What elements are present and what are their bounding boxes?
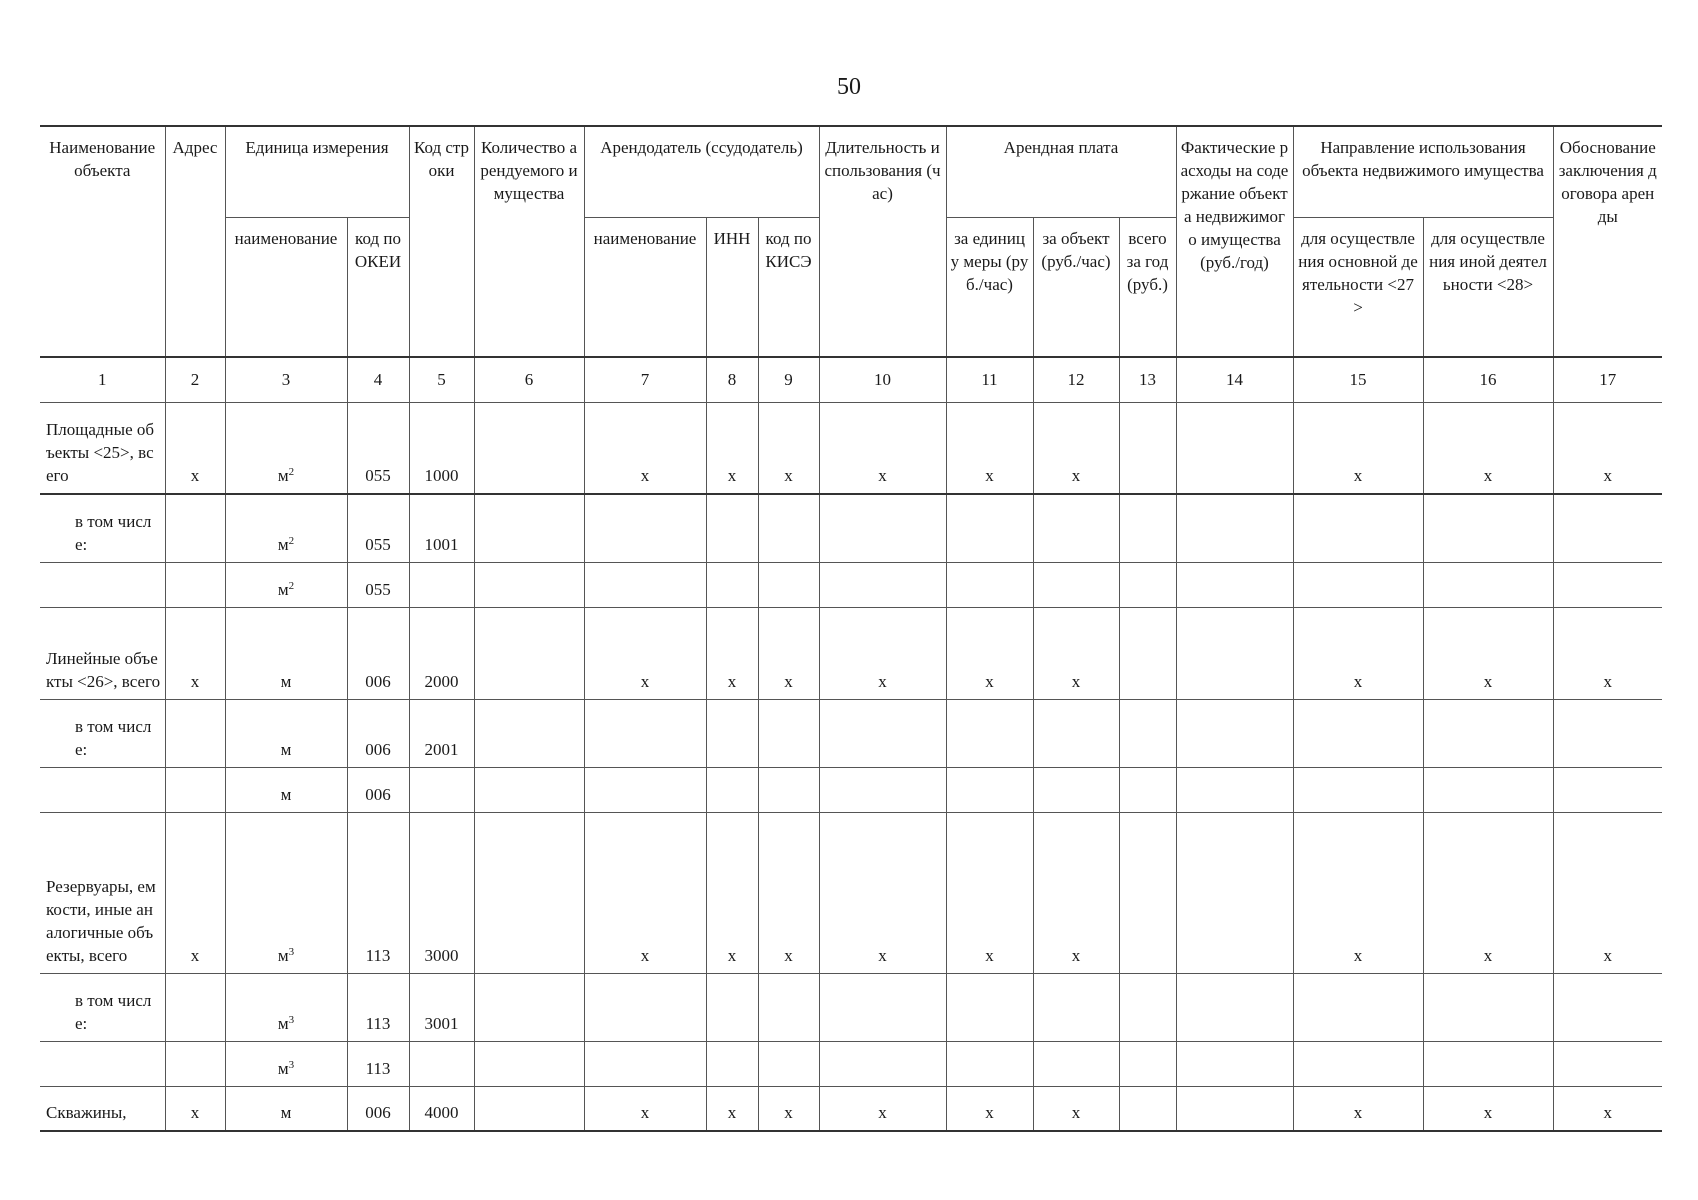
cell-direction-other	[1423, 767, 1553, 812]
cell-duration	[819, 562, 946, 607]
header-actual-costs: Фактические расходы на содержание объекта недвижимого имущества (руб./год)	[1176, 126, 1293, 357]
cell-direction-main	[1293, 494, 1423, 562]
cell-rent-object	[1033, 562, 1119, 607]
cell-duration	[819, 767, 946, 812]
cell-unit: $м^3$	[225, 1041, 347, 1086]
cell-rent-object: x	[1033, 812, 1119, 973]
cell-justification: x	[1553, 1086, 1662, 1131]
cell-rent-object	[1033, 699, 1119, 767]
cell-direction-other	[1423, 494, 1553, 562]
cell-address	[165, 494, 225, 562]
cell-address	[165, 562, 225, 607]
cell-name: Скважины,	[40, 1086, 165, 1131]
cell-rent-year	[1119, 562, 1176, 607]
header-row-1	[40, 126, 1662, 217]
table-row	[40, 1041, 1662, 1086]
cell-code: 2001	[409, 699, 474, 767]
cell-rent-unit: x	[946, 1086, 1033, 1131]
cell-rent-year	[1119, 494, 1176, 562]
cell-quantity	[474, 562, 584, 607]
cell-code	[409, 1041, 474, 1086]
cell-kise	[758, 562, 819, 607]
cell-unit: м	[225, 699, 347, 767]
cell-actual-costs	[1176, 812, 1293, 973]
header-name: Наименование объекта	[40, 126, 165, 357]
cell-actual-costs	[1176, 562, 1293, 607]
cell-lessor-name: x	[584, 402, 706, 494]
cell-justification	[1553, 767, 1662, 812]
column-numbers-row	[40, 357, 1662, 402]
cell-rent-unit: x	[946, 607, 1033, 699]
cell-duration: x	[819, 607, 946, 699]
column-number: 6	[474, 357, 584, 402]
table-row	[40, 812, 1662, 973]
cell-code	[409, 562, 474, 607]
cell-lessor-name: x	[584, 1086, 706, 1131]
cell-inn: x	[706, 812, 758, 973]
header-lessor-group: Арендодатель (ссудодатель)	[584, 126, 819, 217]
cell-inn: x	[706, 402, 758, 494]
header-rent-unit: за единицу меры (руб./час)	[946, 217, 1033, 357]
cell-address: x	[165, 402, 225, 494]
cell-duration: x	[819, 812, 946, 973]
cell-quantity	[474, 812, 584, 973]
table-row	[40, 1086, 1662, 1131]
cell-direction-main	[1293, 562, 1423, 607]
cell-lessor-name	[584, 1041, 706, 1086]
header-row-code: Код строки	[409, 126, 474, 357]
cell-actual-costs	[1176, 607, 1293, 699]
cell-quantity	[474, 402, 584, 494]
cell-direction-main: x	[1293, 1086, 1423, 1131]
cell-duration	[819, 973, 946, 1041]
cell-inn: x	[706, 607, 758, 699]
cell-direction-main	[1293, 973, 1423, 1041]
cell-unit: $м^3$	[225, 973, 347, 1041]
cell-direction-other: x	[1423, 607, 1553, 699]
column-number: 2	[165, 357, 225, 402]
cell-inn	[706, 973, 758, 1041]
header-direction-main: для осуществления основной деятельности <27>	[1293, 217, 1423, 357]
cell-inn	[706, 767, 758, 812]
column-number: 12	[1033, 357, 1119, 402]
cell-justification: x	[1553, 607, 1662, 699]
cell-lessor-name	[584, 494, 706, 562]
cell-direction-other	[1423, 973, 1553, 1041]
header-quantity: Количество арендуемого имущества	[474, 126, 584, 357]
column-number: 8	[706, 357, 758, 402]
cell-actual-costs	[1176, 699, 1293, 767]
cell-okei: 006	[347, 767, 409, 812]
header-kise: код по КИСЭ	[758, 217, 819, 357]
column-number: 13	[1119, 357, 1176, 402]
cell-direction-main: x	[1293, 607, 1423, 699]
cell-okei: 055	[347, 494, 409, 562]
table-row	[40, 767, 1662, 812]
column-number: 17	[1553, 357, 1662, 402]
header-direction-group: Направление использования объекта недвижимого имущества	[1293, 126, 1553, 217]
cell-rent-object	[1033, 1041, 1119, 1086]
cell-code: 4000	[409, 1086, 474, 1131]
cell-address: x	[165, 1086, 225, 1131]
cell-justification: x	[1553, 812, 1662, 973]
page-number: 50	[837, 74, 861, 100]
cell-actual-costs	[1176, 402, 1293, 494]
cell-lessor-name	[584, 973, 706, 1041]
cell-code: 1001	[409, 494, 474, 562]
cell-rent-year	[1119, 607, 1176, 699]
cell-rent-unit	[946, 1041, 1033, 1086]
cell-actual-costs	[1176, 1041, 1293, 1086]
cell-duration	[819, 1041, 946, 1086]
cell-name	[40, 562, 165, 607]
cell-kise	[758, 973, 819, 1041]
cell-address	[165, 767, 225, 812]
cell-name: в том числе:	[40, 494, 165, 562]
cell-duration: x	[819, 1086, 946, 1131]
cell-code: 3001	[409, 973, 474, 1041]
header-rent-object: за объект (руб./час)	[1033, 217, 1119, 357]
cell-lessor-name	[584, 699, 706, 767]
cell-rent-unit: x	[946, 402, 1033, 494]
cell-rent-object: x	[1033, 402, 1119, 494]
cell-rent-unit	[946, 973, 1033, 1041]
cell-lessor-name	[584, 562, 706, 607]
cell-direction-main	[1293, 699, 1423, 767]
cell-actual-costs	[1176, 1086, 1293, 1131]
cell-direction-other	[1423, 1041, 1553, 1086]
cell-unit: $м^2$	[225, 562, 347, 607]
cell-kise: x	[758, 402, 819, 494]
header-inn: ИНН	[706, 217, 758, 357]
cell-unit: м	[225, 1086, 347, 1131]
cell-okei: 113	[347, 812, 409, 973]
table-row	[40, 494, 1662, 562]
cell-quantity	[474, 1041, 584, 1086]
cell-unit: $м^2$	[225, 494, 347, 562]
cell-inn	[706, 699, 758, 767]
cell-inn	[706, 562, 758, 607]
cell-rent-unit	[946, 562, 1033, 607]
table-row	[40, 402, 1662, 494]
cell-okei: 055	[347, 562, 409, 607]
cell-address	[165, 973, 225, 1041]
cell-unit: $м^3$	[225, 812, 347, 973]
cell-kise	[758, 767, 819, 812]
header-unit-name: наименование	[225, 217, 347, 357]
cell-lessor-name	[584, 767, 706, 812]
column-number: 14	[1176, 357, 1293, 402]
cell-rent-year	[1119, 973, 1176, 1041]
column-number: 11	[946, 357, 1033, 402]
cell-name: в том числе:	[40, 973, 165, 1041]
cell-rent-object	[1033, 973, 1119, 1041]
cell-justification: x	[1553, 402, 1662, 494]
cell-name: в том числе:	[40, 699, 165, 767]
cell-address: x	[165, 607, 225, 699]
cell-address	[165, 1041, 225, 1086]
cell-okei: 055	[347, 402, 409, 494]
cell-code	[409, 767, 474, 812]
cell-rent-object	[1033, 767, 1119, 812]
cell-lessor-name: x	[584, 607, 706, 699]
cell-justification	[1553, 699, 1662, 767]
header-rent-year: всего за год (руб.)	[1119, 217, 1176, 357]
cell-lessor-name: x	[584, 812, 706, 973]
cell-name: Резервуары, емкости, иные аналогичные объекты, всего	[40, 812, 165, 973]
cell-rent-year	[1119, 699, 1176, 767]
table-row	[40, 973, 1662, 1041]
cell-quantity	[474, 494, 584, 562]
table-row	[40, 699, 1662, 767]
column-number: 9	[758, 357, 819, 402]
cell-direction-main: x	[1293, 812, 1423, 973]
cell-rent-object: x	[1033, 607, 1119, 699]
cell-justification	[1553, 494, 1662, 562]
column-number: 4	[347, 357, 409, 402]
cell-actual-costs	[1176, 973, 1293, 1041]
lease-report-table	[40, 125, 1662, 1132]
cell-name: Линейные объекты <26>, всего	[40, 607, 165, 699]
cell-name	[40, 767, 165, 812]
cell-rent-year	[1119, 767, 1176, 812]
cell-address	[165, 699, 225, 767]
cell-duration	[819, 699, 946, 767]
column-number: 10	[819, 357, 946, 402]
cell-duration	[819, 494, 946, 562]
cell-quantity	[474, 1086, 584, 1131]
cell-direction-other	[1423, 562, 1553, 607]
header-lessor-name: наименование	[584, 217, 706, 357]
header-direction-other: для осуществления иной деятельности <28>	[1423, 217, 1553, 357]
cell-okei: 113	[347, 973, 409, 1041]
cell-okei: 006	[347, 607, 409, 699]
header-justification: Обоснование заключения договора аренды	[1553, 126, 1662, 357]
cell-okei: 006	[347, 699, 409, 767]
cell-justification	[1553, 1041, 1662, 1086]
cell-quantity	[474, 973, 584, 1041]
cell-justification	[1553, 973, 1662, 1041]
cell-rent-year	[1119, 1086, 1176, 1131]
cell-kise	[758, 1041, 819, 1086]
cell-inn	[706, 494, 758, 562]
cell-rent-object	[1033, 494, 1119, 562]
cell-actual-costs	[1176, 494, 1293, 562]
cell-rent-year	[1119, 402, 1176, 494]
column-number: 15	[1293, 357, 1423, 402]
cell-rent-unit	[946, 494, 1033, 562]
cell-rent-year	[1119, 1041, 1176, 1086]
cell-direction-other: x	[1423, 812, 1553, 973]
cell-kise: x	[758, 812, 819, 973]
cell-rent-year	[1119, 812, 1176, 973]
cell-direction-other	[1423, 699, 1553, 767]
table-row	[40, 607, 1662, 699]
column-number: 7	[584, 357, 706, 402]
cell-unit: $м^2$	[225, 402, 347, 494]
header-unit-group: Единица измерения	[225, 126, 409, 217]
cell-rent-object: x	[1033, 1086, 1119, 1131]
header-address: Адрес	[165, 126, 225, 357]
cell-unit: м	[225, 607, 347, 699]
cell-unit: м	[225, 767, 347, 812]
cell-rent-unit	[946, 699, 1033, 767]
cell-inn: x	[706, 1086, 758, 1131]
cell-okei: 113	[347, 1041, 409, 1086]
cell-kise: x	[758, 1086, 819, 1131]
column-number: 16	[1423, 357, 1553, 402]
cell-name: Площадные объекты <25>, всего	[40, 402, 165, 494]
table-row	[40, 562, 1662, 607]
column-number: 1	[40, 357, 165, 402]
header-unit-okei: код по ОКЕИ	[347, 217, 409, 357]
cell-quantity	[474, 699, 584, 767]
cell-direction-main	[1293, 1041, 1423, 1086]
cell-quantity	[474, 607, 584, 699]
cell-duration: x	[819, 402, 946, 494]
cell-code: 1000	[409, 402, 474, 494]
cell-direction-other: x	[1423, 402, 1553, 494]
cell-actual-costs	[1176, 767, 1293, 812]
cell-code: 3000	[409, 812, 474, 973]
cell-direction-main	[1293, 767, 1423, 812]
cell-rent-unit: x	[946, 812, 1033, 973]
cell-direction-other: x	[1423, 1086, 1553, 1131]
cell-justification	[1553, 562, 1662, 607]
cell-direction-main: x	[1293, 402, 1423, 494]
cell-kise	[758, 699, 819, 767]
cell-kise	[758, 494, 819, 562]
cell-okei: 006	[347, 1086, 409, 1131]
cell-rent-unit	[946, 767, 1033, 812]
column-number: 3	[225, 357, 347, 402]
cell-kise: x	[758, 607, 819, 699]
cell-inn	[706, 1041, 758, 1086]
cell-name	[40, 1041, 165, 1086]
header-duration: Длительность использования (час)	[819, 126, 946, 357]
cell-address: x	[165, 812, 225, 973]
header-rent-group: Арендная плата	[946, 126, 1176, 217]
cell-code: 2000	[409, 607, 474, 699]
cell-quantity	[474, 767, 584, 812]
column-number: 5	[409, 357, 474, 402]
